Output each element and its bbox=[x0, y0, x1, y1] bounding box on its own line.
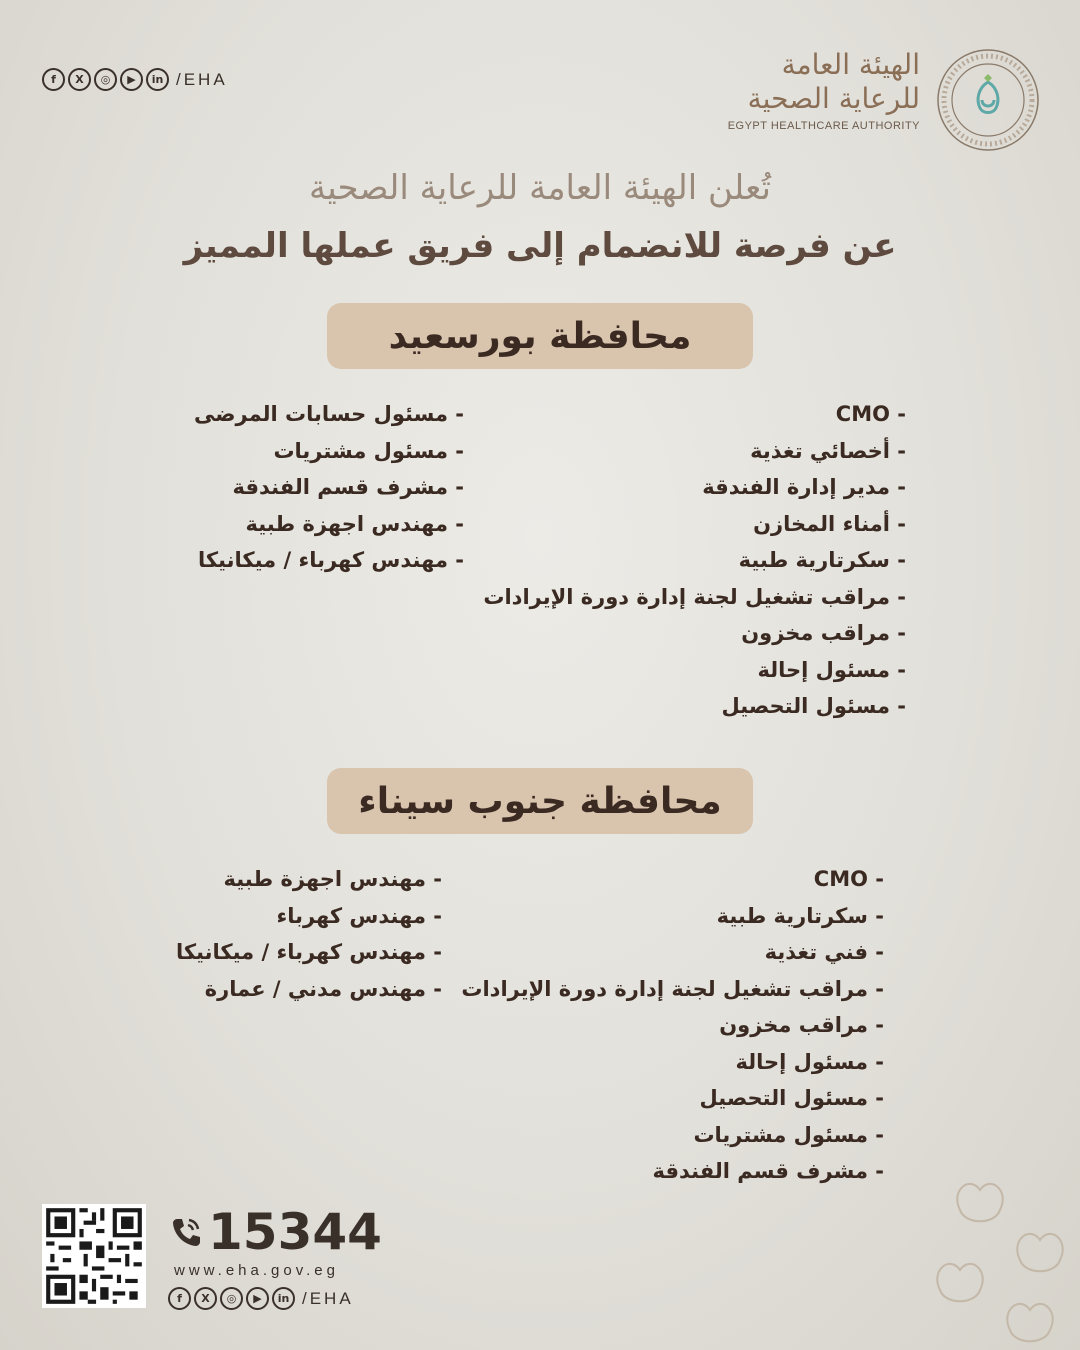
linkedin-icon[interactable]: in bbox=[272, 1287, 295, 1310]
facebook-icon[interactable]: f bbox=[168, 1287, 191, 1310]
south-sinai-jobs-right bbox=[461, 861, 884, 1190]
eha-logo bbox=[728, 48, 1040, 152]
section-title-port-said: محافظة بورسعيد bbox=[327, 303, 753, 369]
job-item: - مسئول التحصيل bbox=[461, 1080, 884, 1117]
youtube-icon[interactable]: ▶ bbox=[246, 1287, 269, 1310]
job-item: - مسئول التحصيل bbox=[483, 688, 906, 725]
job-item: - مراقب مخزون bbox=[483, 615, 906, 652]
logo-arabic-line2: للرعاية الصحية bbox=[747, 82, 920, 115]
facebook-icon[interactable]: f bbox=[42, 68, 65, 91]
south-sinai-jobs-left bbox=[176, 861, 442, 1007]
job-item: - مهندس اجهزة طبية bbox=[194, 506, 464, 543]
job-item: - مهندس كهرباء bbox=[176, 898, 442, 935]
job-item: - مهندس كهرباء / ميكانيكا bbox=[194, 542, 464, 579]
x-icon[interactable]: X bbox=[194, 1287, 217, 1310]
youtube-icon[interactable]: ▶ bbox=[120, 68, 143, 91]
port-said-jobs-left bbox=[194, 396, 464, 579]
job-item: - سكرتارية طبية bbox=[461, 898, 884, 935]
job-item: - CMO bbox=[461, 861, 884, 898]
logo-arabic-line1: الهيئة العامة bbox=[781, 48, 920, 81]
logo-wordmark bbox=[728, 48, 920, 132]
job-item: - مشرف قسم الفندقة bbox=[461, 1153, 884, 1190]
website-link[interactable]: www.eha.gov.eg bbox=[174, 1262, 339, 1279]
job-item: - مهندس اجهزة طبية bbox=[176, 861, 442, 898]
job-item: - مهندس مدني / عمارة bbox=[176, 971, 442, 1008]
job-item: - مهندس كهرباء / ميكانيكا bbox=[176, 934, 442, 971]
headline-line2: عن فرصة للانضمام إلى فريق عملها المميز bbox=[183, 226, 897, 266]
social-links-top bbox=[42, 68, 228, 91]
section-title-south-sinai: محافظة جنوب سيناء bbox=[327, 768, 753, 834]
job-item: - مسئول مشتريات bbox=[194, 433, 464, 470]
hotline[interactable] bbox=[168, 1204, 382, 1260]
qr-code-icon[interactable] bbox=[42, 1204, 146, 1308]
hotline-number[interactable]: 15344 bbox=[208, 1203, 382, 1261]
headline-line1: تُعلن الهيئة العامة للرعاية الصحية bbox=[309, 168, 771, 208]
job-item: - مراقب تشغيل لجنة إدارة دورة الإيرادات bbox=[483, 579, 906, 616]
social-links-bottom bbox=[168, 1287, 382, 1310]
job-item: - سكرتارية طبية bbox=[483, 542, 906, 579]
x-icon[interactable]: X bbox=[68, 68, 91, 91]
job-item: - فني تغذية bbox=[461, 934, 884, 971]
phone-icon bbox=[168, 1214, 204, 1250]
logo-english: EGYPT HEALTHCARE AUTHORITY bbox=[727, 120, 920, 132]
job-item: - CMO bbox=[483, 396, 906, 433]
job-item: - مسئول إحالة bbox=[483, 652, 906, 689]
seal-icon bbox=[936, 48, 1040, 152]
job-item: - أخصائي تغذية bbox=[483, 433, 906, 470]
job-item: - مدير إدارة الفندقة bbox=[483, 469, 906, 506]
job-item: - مسئول إحالة bbox=[461, 1044, 884, 1081]
social-handle[interactable]: /EHA bbox=[176, 69, 228, 89]
job-item: - مسئول مشتريات bbox=[461, 1117, 884, 1154]
linkedin-icon[interactable]: in bbox=[146, 68, 169, 91]
instagram-icon[interactable]: ◎ bbox=[94, 68, 117, 91]
port-said-jobs-right bbox=[483, 396, 906, 725]
decorative-flower-icon bbox=[920, 1170, 1080, 1350]
job-item: - مراقب مخزون bbox=[461, 1007, 884, 1044]
instagram-icon[interactable]: ◎ bbox=[220, 1287, 243, 1310]
job-item: - أمناء المخازن bbox=[483, 506, 906, 543]
job-item: - مشرف قسم الفندقة bbox=[194, 469, 464, 506]
job-item: - مسئول حسابات المرضى bbox=[194, 396, 464, 433]
social-handle[interactable]: /EHA bbox=[302, 1288, 354, 1308]
contact-block bbox=[168, 1204, 382, 1310]
job-item: - مراقب تشغيل لجنة إدارة دورة الإيرادات bbox=[461, 971, 884, 1008]
